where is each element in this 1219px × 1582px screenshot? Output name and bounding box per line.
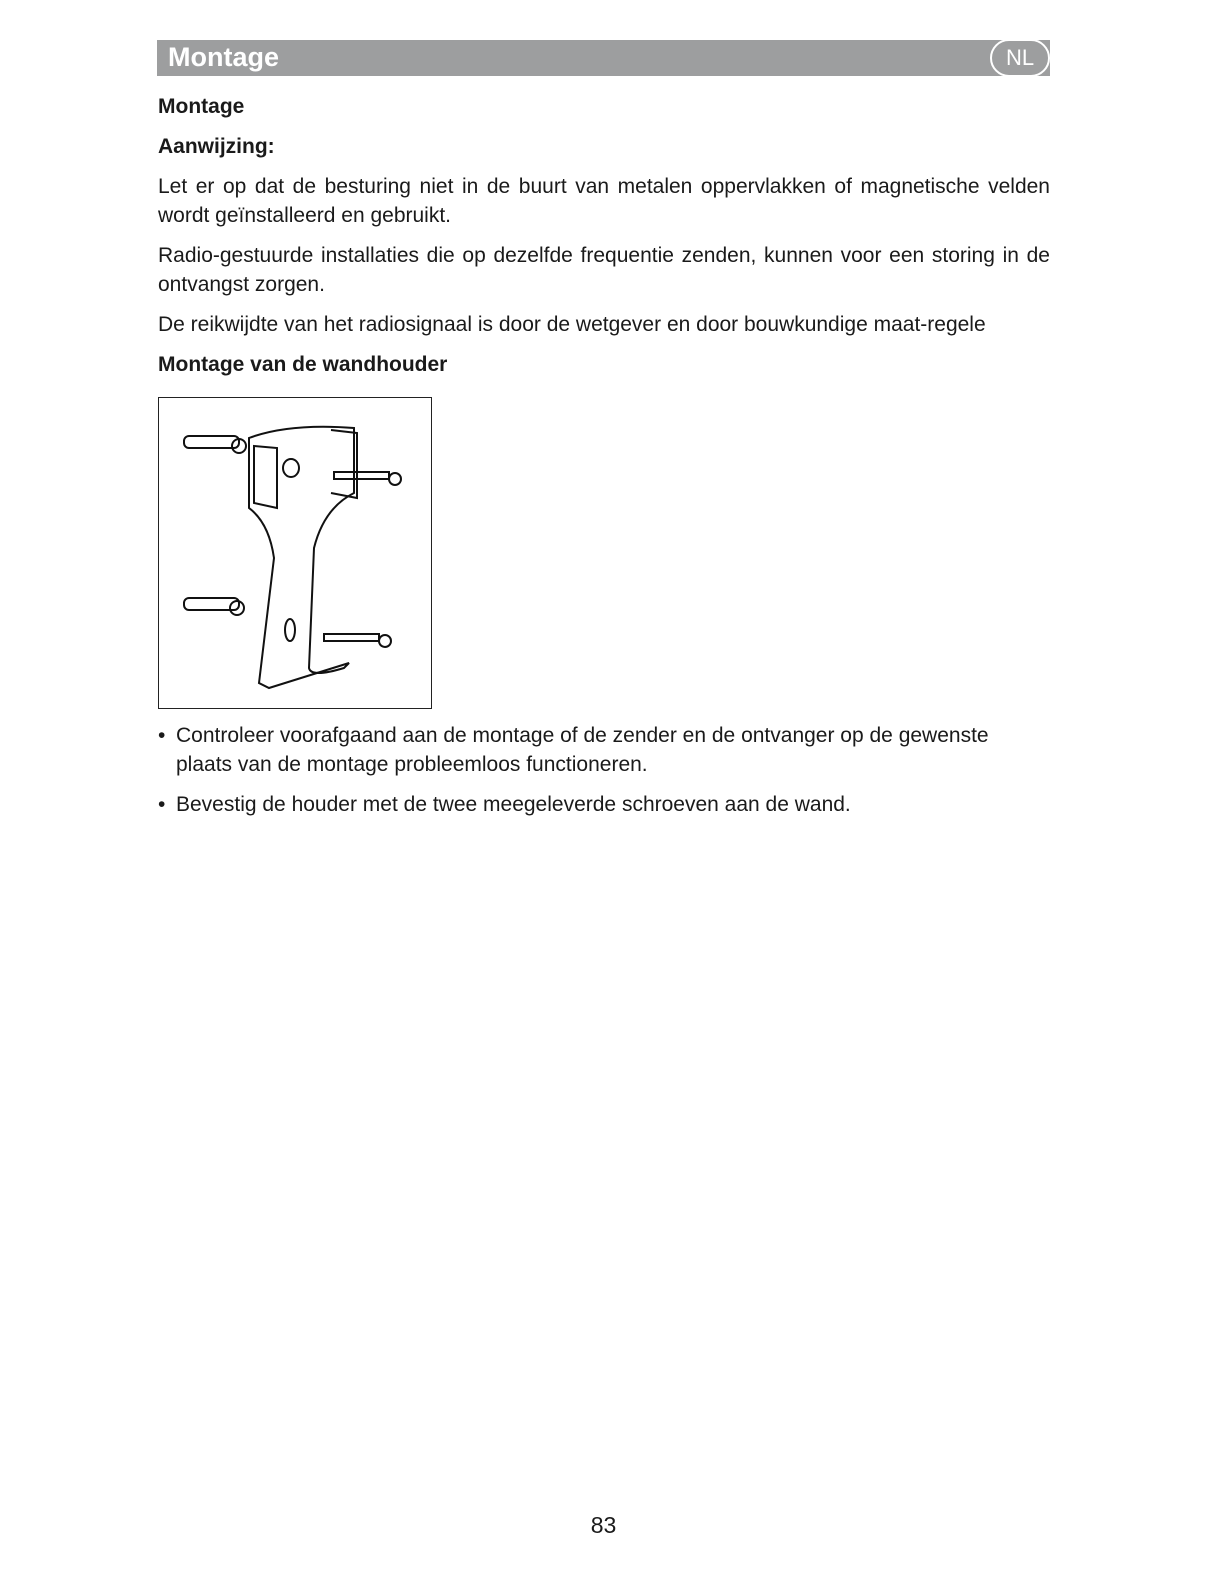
content [158,92,1050,830]
screw-icon [324,634,391,647]
page-number: 83 [590,1512,617,1538]
wall-plug-icon [184,436,246,453]
wall-holder-illustration [158,397,432,709]
list-item: • Bevestig de houder met de twee meegeleverde schroeven aan de wand. [158,790,1050,819]
list-item: • Controleer voorafgaand aan de montage of de zender en de ontvanger op de gewenste plaats van de montage probleemloos functioneren. [158,721,1050,779]
heading-montage: Montage [158,95,245,118]
instruction-list [158,721,1050,819]
wall-plug-icon [184,598,244,615]
heading-wall-mount: Montage van de wandhouder [158,353,448,376]
language-badge: NL [990,39,1050,77]
paragraph: Let er op dat de besturing niet in de buurt van metalen oppervlakken of magnetische velden wordt geïnstalleerd en gebruikt. [158,175,1050,227]
heading-note: Aanwijzing: [158,135,275,158]
paragraph: Radio-gestuurde installaties die op dezelfde frequentie zenden, kunnen voor een storing in de ontvangst zorgen. [158,244,1050,296]
paragraph: De reikwijdte van het radiosignaal is door de wetgever en door bouwkundige maat-regele [158,313,986,336]
section-header [157,40,1050,76]
section-title: Montage [168,42,279,72]
